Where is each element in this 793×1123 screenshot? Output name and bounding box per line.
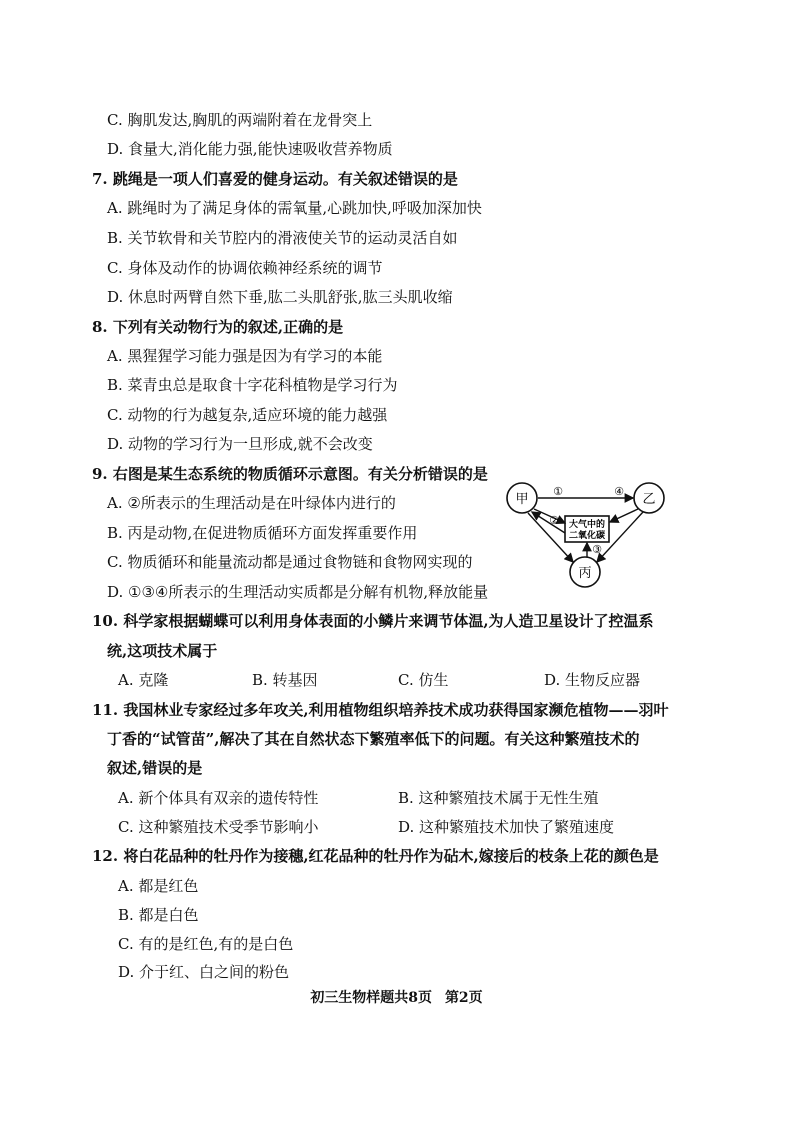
q11-option-a: A. 新个体具有双亲的遗传特性 — [118, 789, 319, 807]
carbon-cycle-diagram — [498, 478, 678, 590]
label-2: ② — [549, 514, 559, 527]
q8-option-d: D. 动物的学习行为一旦形成,就不会改变 — [107, 435, 373, 453]
node-yi-label: 乙 — [642, 492, 656, 507]
q11-option-d: D. 这种繁殖技术加快了繁殖速度 — [398, 818, 615, 836]
question-7: 7. 跳绳是一项人们喜爱的健身运动。有关叙述错误的是 — [92, 170, 458, 188]
q7-option-c: C. 身体及动作的协调依赖神经系统的调节 — [107, 259, 383, 277]
q10-option-a: A. 克隆 — [118, 671, 169, 689]
co2-box-label-1: 大气中的 — [568, 520, 606, 530]
question-9: 9. 右图是某生态系统的物质循环示意图。有关分析错误的是 — [92, 465, 488, 483]
q9-option-a: A. ②所表示的生理活动是在叶绿体内进行的 — [107, 494, 396, 512]
node-bing-label: 丙 — [578, 566, 592, 581]
question-10: 10. 科学家根据蝴蝶可以利用身体表面的小鳞片来调节体温,为人造卫星设计了控温系 — [92, 612, 654, 630]
label-1: ① — [553, 485, 563, 498]
q8-option-a: A. 黑猩猩学习能力强是因为有学习的本能 — [107, 347, 383, 365]
q7-option-a: A. 跳绳时为了满足身体的需氧量,心跳加快,呼吸加深加快 — [107, 199, 482, 217]
footer-page-number: 第2页 — [444, 990, 483, 1006]
question-11-cont: 丁香的“试管苗”,解决了其在自然状态下繁殖率低下的问题。有关这种繁殖技术的 — [107, 730, 640, 748]
question-12: 12. 将白花品种的牡丹作为接穗,红花品种的牡丹作为砧木,嫁接后的枝条上花的颜色是 — [92, 847, 659, 865]
q11-option-b: B. 这种繁殖技术属于无性生殖 — [398, 789, 599, 807]
arrow-yi-to-co2 — [610, 509, 638, 522]
q6-option-d: D. 食量大,消化能力强,能快速吸收营养物质 — [107, 140, 393, 158]
q9-option-b: B. 丙是动物,在促进物质循环方面发挥重要作用 — [107, 524, 418, 542]
label-3: ③ — [592, 543, 602, 556]
q8-option-c: C. 动物的行为越复杂,适应环境的能力越强 — [107, 406, 388, 424]
footer-title: 初三生物样题共8页 — [310, 990, 433, 1006]
q10-option-b: B. 转基因 — [252, 671, 318, 689]
q12-option-a: A. 都是红色 — [118, 877, 199, 895]
q7-option-d: D. 休息时两臂自然下垂,肱二头肌舒张,肱三头肌收缩 — [107, 288, 453, 306]
question-8: 8. 下列有关动物行为的叙述,正确的是 — [92, 318, 344, 336]
q12-option-c: C. 有的是红色,有的是白色 — [118, 935, 294, 953]
page-footer — [0, 987, 793, 1007]
q9-option-c: C. 物质循环和能量流动都是通过食物链和食物网实现的 — [107, 553, 473, 571]
q12-option-b: B. 都是白色 — [118, 906, 199, 924]
label-4: ④ — [614, 485, 624, 498]
q12-option-d: D. 介于红、白之间的粉色 — [118, 963, 290, 981]
question-11-cont2: 叙述,错误的是 — [107, 759, 203, 777]
question-10-cont: 统,这项技术属于 — [107, 642, 218, 660]
q6-option-c: C. 胸肌发达,胸肌的两端附着在龙骨突上 — [107, 111, 373, 129]
q7-option-b: B. 关节软骨和关节腔内的滑液使关节的运动灵活自如 — [107, 229, 458, 247]
q10-option-d: D. 生物反应器 — [544, 671, 641, 689]
q9-option-d: D. ①③④所表示的生理活动实质都是分解有机物,释放能量 — [107, 583, 489, 601]
question-11: 11. 我国林业专家经过多年攻关,利用植物组织培养技术成功获得国家濒危植物——羽叶 — [92, 701, 669, 719]
q10-option-c: C. 仿生 — [398, 671, 449, 689]
co2-box-label-2: 二氧化碳 — [568, 531, 606, 541]
node-jia-label: 甲 — [515, 492, 529, 507]
q8-option-b: B. 菜青虫总是取食十字花科植物是学习行为 — [107, 376, 398, 394]
q11-option-c: C. 这种繁殖技术受季节影响小 — [118, 818, 319, 836]
